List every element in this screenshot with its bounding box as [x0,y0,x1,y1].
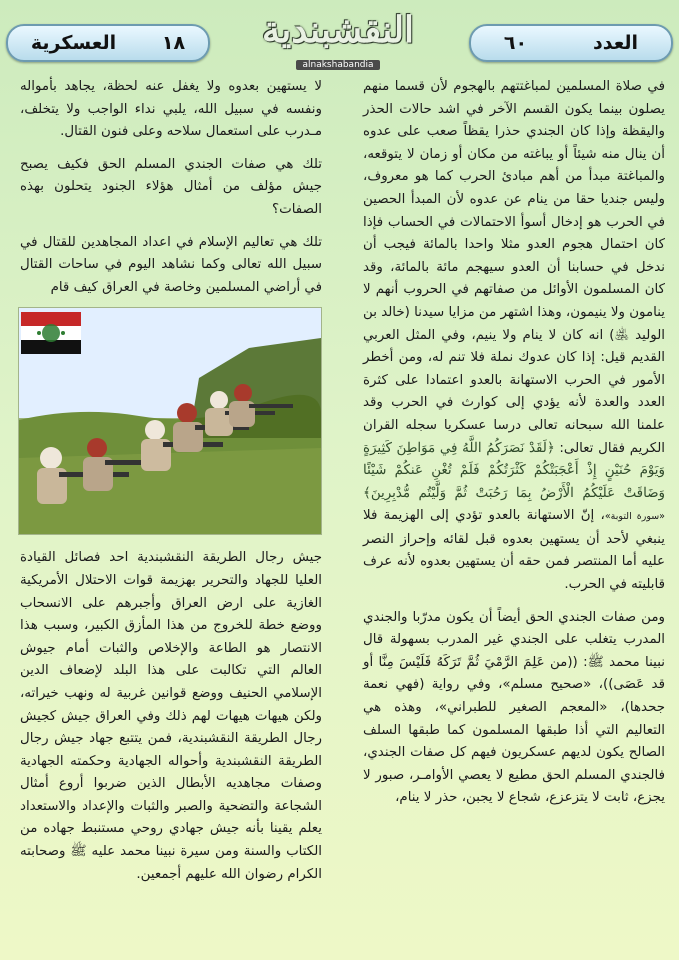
flag-emblem [19,308,83,362]
logo-text: النقشبندية [261,9,415,51]
magazine-logo [232,8,444,68]
paragraph: تلك هي صفات الجندي المسلم الحق فكيف يصبح جيش مؤلف من أمثال هؤلاء الجنود يتحلون بهذه الصفات؟ [20,156,322,217]
right-column [363,76,665,820]
paragraph: جيش رجال الطريقة النقشبندية احد فصائل القيادة العليا للجهاد والتحرير بهزيمة قوات الاحتلال الأمريكية الغازية على ارض العراق وأجبرهم على الانسحاب ووضع خطة للخروج من هذا المأزق الكبير، وسبب هذا الانتصار هو الطاعة والإخلاص والثبات أمام جيوش العالم التي تكالبت على هذا البلد لإضعاف الدين الإسلامي الحنيف ووضع قوانين غربية له ونهب خيراته، ولكن هيهات هيهات لهم ذلك وفي العراق جيش كجيش رجال الطريقة النقشبندية، فمن يتتبع جهاد جيش رجال الطريقة النقشبندية وأحواله الجهادية وحكمته الجهادية وصفات مجاهديه الأبطال الذين ضربوا أروع أمثال الشجاعة والتضحية والصبر والثبات والإعداد والاستعداد يعلم يقينا بأنه جيش جهادي روحي مستنبط جهاده من الكتاب والسنة ومن سيرة نبينا محمد عليه ﷺ وصحابته الكرام رضوان الله عليهم أجمعين. [20,550,322,882]
soldiers-photo [18,307,322,535]
section-title: العسكرية [30,32,117,54]
paragraph [363,76,665,597]
left-column [20,76,322,896]
issue-number: ٦٠ [503,32,528,54]
page-number: ١٨ [161,32,186,54]
paragraph: لا يستهين بعدوه ولا يغفل عنه لحظة، يجاهد بأمواله ونفسه في سبيل الله، يلبي نداء الواجب ولا يتخلف، مـدرب على استعمال سلاحه وعلى فنون القتال. [20,79,322,140]
quran-verse: ﴿لَقَدْ نَصَرَكُمُ اللَّهُ فِي مَوَاطِنَ كَثِيرَةٍ وَيَوْمَ حُنَيْنٍ إِذْ أَعْجَبَتْكُمْ كَثْرَتُكُمْ فَلَمْ تُغْنِ عَنكُمْ شَيْئًا وَضَاقَتْ عَلَيْكُمُ الْأَرْضُ بِمَا رَحُبَتْ ثُمَّ وَلَّيْتُم مُّدْبِرِينَ﴾ [363,440,665,501]
logo-url: alnakshabandia [296,60,379,70]
paragraph-text: في صلاة المسلمين لمباغتتهم بالهجوم لأن قسما منهم يصلون بينما يكون القسم الآخر في اشد حالات الحذر واليقظة وإذا كان الجندي حذرا يقظاً صعب على عدوه أن ينال منه شيئاً أو يباغته من مكان أو زمان لا يتوقعه، والمباغتة مبدأ من أهم مبادئ الحرب كما هو معروف، وليس جنديا حقا من ينام عن عدوه لأن المبدأ الحصين في الحرب هو إدخال أسوأ الاحتمالات في الحساب فإذا كان احتمال هجوم العدو مثلا واحدا بالمائة فيجب أن ندخل في حسابنا أن العدو سيهجم مائة بالمائة، وقد كان المسلمون الأوائل من صفاتهم في الحروب أنهم لا ينامون ولا ينيمون، وهذا اشتهر من مزايا سيدنا (خالد بن الوليد ﵁) انه كان لا ينام ولا ينيم، وفي المثل العربي القديم قيل: إذا كان عدوك نملة فلا تنم له، ومن أخطر الأمور في الحرب الاستهانة بالعدو اعتمادا على كثرة العدد والعدة لأنه يؤدي إلى كوارث في الحرب وقد علمنا الله سبحانه تعالى درسا عسكريا سجله القران الكريم فقال تعالى: [363,79,665,456]
issue-label: العدد [592,32,639,54]
paragraph-text: ، إنّ الاستهانة بالعدو تؤدي إلى الهزيمة فلا ينبغي لأحد أن يستهين بعدوه قبل لقائه وإحراز النصر عليه أما المنتصر فمن حقه أن يستهين بعدوه لأنه عرف قابليته في الحرب. [363,508,665,593]
section-ribbon [6,24,210,62]
paragraph: ومن صفات الجندي الحق أيضاً أن يكون مدرّبا والجندي المدرب يتغلب على الجندي غير المدرب بسهولة قال نبينا محمد ﷺ: ((من عَلِمَ الرَّمْيَ ثُمَّ تَرَكَهُ فَلَيْسَ مِنَّا أو قد عَصَى))، «صحيح مسلم»، وفي رواية (فهي نعمة جحدها)، «المعجم الصغير للطبراني»، وهذه هي التعاليم التي أذا طبقها المسلمون كما طبقها السلف الصالح يكون لديهم عسكريون فيهم كل صفات الجندي، فالجندي المسلم الحق مطيع لا يعصي الأوامـر، صبور لا يجزع، ثابت لا يتزعزع، شجاع لا يجبن، حذر لا ينام، [363,609,665,806]
page-header [0,0,679,72]
issue-ribbon [469,24,673,62]
paragraph: تلك هي تعاليم الإسلام في اعداد المجاهدين للقتال في سبيل الله تعالى وكما نشاهد اليوم في ساحات القتال في أراضي المسلمين وخاصة في العراق كيف قام [20,234,322,295]
citation: «سورة التوبة» [604,511,665,523]
